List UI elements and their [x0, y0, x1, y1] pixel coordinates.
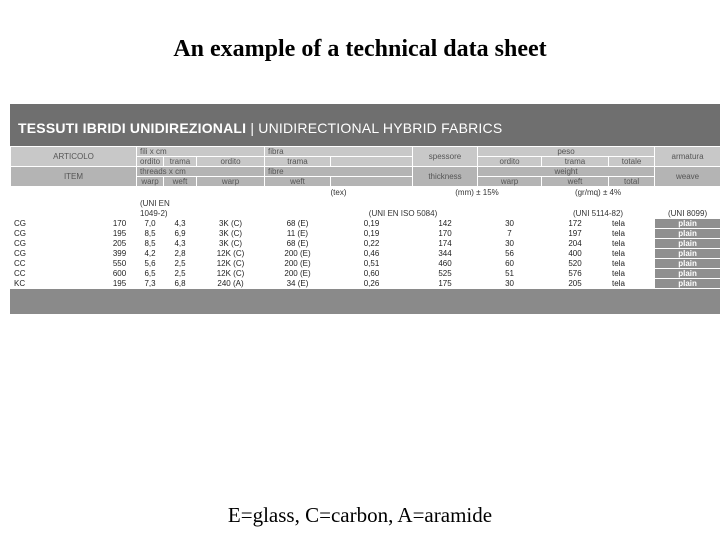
cell-threads-weft: 2,5 [164, 269, 197, 279]
cell-fibre-weft: 200 (E) [265, 269, 331, 279]
cell-thickness: 0,19 [331, 219, 413, 229]
cell-weave-italian: tela [609, 219, 655, 229]
units-item-blank [11, 187, 137, 199]
cell-weight-warp: 170 [413, 229, 478, 239]
table-row [11, 229, 720, 239]
cell-fibre-weft: 11 (E) [265, 229, 331, 239]
col-header-warp-weight: warp [478, 177, 542, 187]
col-header-weft-fibre: weft [265, 177, 331, 187]
cell-weight-weft: 60 [478, 259, 542, 269]
cell-weight-total: 520 [542, 259, 609, 269]
footnote: E=glass, C=carbon, A=aramide [227, 503, 493, 527]
standards-item-blank-2 [11, 209, 137, 219]
col-header-weave: weave [655, 167, 720, 187]
table-row [11, 249, 720, 259]
col-header-trama: trama [164, 157, 197, 167]
header-row-english [11, 167, 720, 177]
units-tex: (tex) [265, 187, 413, 199]
slide-title: An example of a technical data sheet [173, 36, 547, 62]
col-header-spessore: spessore [413, 147, 478, 167]
cell-weave-italian: tela [609, 249, 655, 259]
cell-item-number: 205 [103, 239, 137, 249]
cell-weight-total: 204 [542, 239, 609, 249]
cell-weight-weft: 30 [478, 219, 542, 229]
cell-item-code: CC [11, 259, 103, 269]
col-header-weft-blank [331, 177, 413, 187]
cell-weight-total: 197 [542, 229, 609, 239]
col-header-peso: peso [478, 147, 655, 157]
cell-item-number: 600 [103, 269, 137, 279]
cell-weave-italian: tela [609, 259, 655, 269]
table-row [11, 279, 720, 289]
standard-uni-en-line1: (UNI EN [137, 199, 265, 209]
col-header-thickness: thickness [413, 167, 478, 187]
cell-weave-english: plain [655, 259, 720, 269]
cell-weave-italian: tela [609, 279, 655, 289]
cell-weave-english: plain [655, 279, 720, 289]
cell-thickness: 0,19 [331, 229, 413, 239]
col-header-totale: totale [609, 157, 655, 167]
cell-threads-warp: 6,5 [137, 269, 164, 279]
col-header-trama-blank [331, 157, 413, 167]
header-english: UNIDIRECTIONAL HYBRID FABRICS [258, 120, 503, 136]
table-row [11, 259, 720, 269]
cell-fibre-weft: 200 (E) [265, 259, 331, 269]
cell-fibre-warp: 3K (C) [197, 239, 265, 249]
col-header-articolo: ARTICOLO [11, 147, 137, 167]
cell-weave-italian: tela [609, 239, 655, 249]
units-threads-blank [137, 187, 265, 199]
cell-fibre-warp: 12K (C) [197, 269, 265, 279]
cell-threads-weft: 6,9 [164, 229, 197, 239]
table-body [11, 219, 720, 289]
col-header-ordito-fibra: ordito [197, 157, 265, 167]
col-header-total: total [609, 177, 655, 187]
cell-weight-weft: 30 [478, 239, 542, 249]
col-header-ordito: ordito [137, 157, 164, 167]
cell-weight-weft: 51 [478, 269, 542, 279]
cell-threads-warp: 4,2 [137, 249, 164, 259]
header-row-italian [11, 147, 720, 157]
cell-weight-weft: 30 [478, 279, 542, 289]
cell-item-code: KC [11, 279, 103, 289]
cell-fibre-warp: 12K (C) [197, 249, 265, 259]
col-header-trama-fibra: trama [265, 157, 331, 167]
cell-threads-weft: 4,3 [164, 219, 197, 229]
data-table [10, 146, 720, 289]
cell-item-code: CG [11, 229, 103, 239]
cell-threads-warp: 7,0 [137, 219, 164, 229]
units-grmq: (gr/mq) ± 4% [542, 187, 655, 199]
col-header-warp-fibre: warp [197, 177, 265, 187]
cell-threads-weft: 6,8 [164, 279, 197, 289]
cell-item-code: CG [11, 239, 103, 249]
cell-item-code: CG [11, 249, 103, 259]
col-header-ordito-peso: ordito [478, 157, 542, 167]
cell-weave-italian: tela [609, 269, 655, 279]
cell-item-number: 195 [103, 279, 137, 289]
cell-thickness: 0,46 [331, 249, 413, 259]
cell-item-number: 550 [103, 259, 137, 269]
units-weave-blank [655, 187, 720, 199]
cell-threads-warp: 5,6 [137, 259, 164, 269]
cell-threads-warp: 8,5 [137, 229, 164, 239]
cell-weight-weft: 56 [478, 249, 542, 259]
cell-weave-english: plain [655, 229, 720, 239]
cell-fibre-warp: 3K (C) [197, 219, 265, 229]
cell-item-code: CG [11, 219, 103, 229]
cell-item-number: 399 [103, 249, 137, 259]
col-header-threads: threads x cm [137, 167, 265, 177]
cell-weight-warp: 344 [413, 249, 478, 259]
standards-row-1 [11, 199, 720, 209]
col-header-weft-weight: weft [542, 177, 609, 187]
cell-threads-warp: 8,5 [137, 239, 164, 249]
cell-weave-italian: tela [609, 229, 655, 239]
cell-fibre-weft: 34 (E) [265, 279, 331, 289]
cell-fibre-warp: 12K (C) [197, 259, 265, 269]
col-header-weft: weft [164, 177, 197, 187]
cell-threads-weft: 4,3 [164, 239, 197, 249]
cell-thickness: 0,51 [331, 259, 413, 269]
cell-weave-english: plain [655, 249, 720, 259]
cell-weight-total: 172 [542, 219, 609, 229]
cell-weight-warp: 142 [413, 219, 478, 229]
col-header-fibre: fibre [265, 167, 413, 177]
cell-threads-warp: 7,3 [137, 279, 164, 289]
col-header-fibra: fibra [265, 147, 413, 157]
standard-uni-5114: (UNI 5114-82) [542, 209, 655, 219]
cell-item-number: 170 [103, 219, 137, 229]
cell-threads-weft: 2,5 [164, 259, 197, 269]
cell-thickness: 0,22 [331, 239, 413, 249]
cell-fibre-warp: 240 (A) [197, 279, 265, 289]
cell-fibre-weft: 200 (E) [265, 249, 331, 259]
col-header-fili: fili x cm [137, 147, 265, 157]
standard-uni-en-iso: (UNI EN ISO 5084) [265, 209, 542, 219]
col-header-armatura: armatura [655, 147, 720, 167]
cell-weave-english: plain [655, 239, 720, 249]
cell-weight-warp: 525 [413, 269, 478, 279]
cell-fibre-warp: 3K (C) [197, 229, 265, 239]
cell-weight-warp: 460 [413, 259, 478, 269]
cell-weight-weft: 7 [478, 229, 542, 239]
col-header-weight: weight [478, 167, 655, 177]
technical-data-sheet [10, 104, 720, 314]
header-italian: TESSUTI IBRIDI UNIDIREZIONALI [18, 120, 247, 136]
cell-fibre-weft: 68 (E) [265, 219, 331, 229]
standard-uni-8099: (UNI 8099) [655, 209, 720, 219]
units-mm: (mm) ± 15% [413, 187, 542, 199]
standards-blank [265, 199, 720, 209]
col-header-warp: warp [137, 177, 164, 187]
col-header-item: ITEM [11, 167, 137, 187]
cell-weave-english: plain [655, 219, 720, 229]
cell-thickness: 0,26 [331, 279, 413, 289]
cell-fibre-weft: 68 (E) [265, 239, 331, 249]
cell-item-number: 195 [103, 229, 137, 239]
table-row [11, 239, 720, 249]
table-row [11, 219, 720, 229]
col-header-trama-peso: trama [542, 157, 609, 167]
cell-weight-warp: 175 [413, 279, 478, 289]
standards-row-2 [11, 209, 720, 219]
cell-weave-english: plain [655, 269, 720, 279]
header-separator: | [246, 120, 259, 136]
cell-weight-warp: 174 [413, 239, 478, 249]
cell-weight-total: 400 [542, 249, 609, 259]
cell-thickness: 0,60 [331, 269, 413, 279]
standards-item-blank [11, 199, 137, 209]
cell-weight-total: 205 [542, 279, 609, 289]
standard-uni-en-line2: 1049-2) [137, 209, 265, 219]
cell-item-code: CC [11, 269, 103, 279]
table-row [11, 269, 720, 279]
cell-weight-total: 576 [542, 269, 609, 279]
sheet-header [10, 104, 720, 146]
units-row [11, 187, 720, 199]
cell-threads-weft: 2,8 [164, 249, 197, 259]
